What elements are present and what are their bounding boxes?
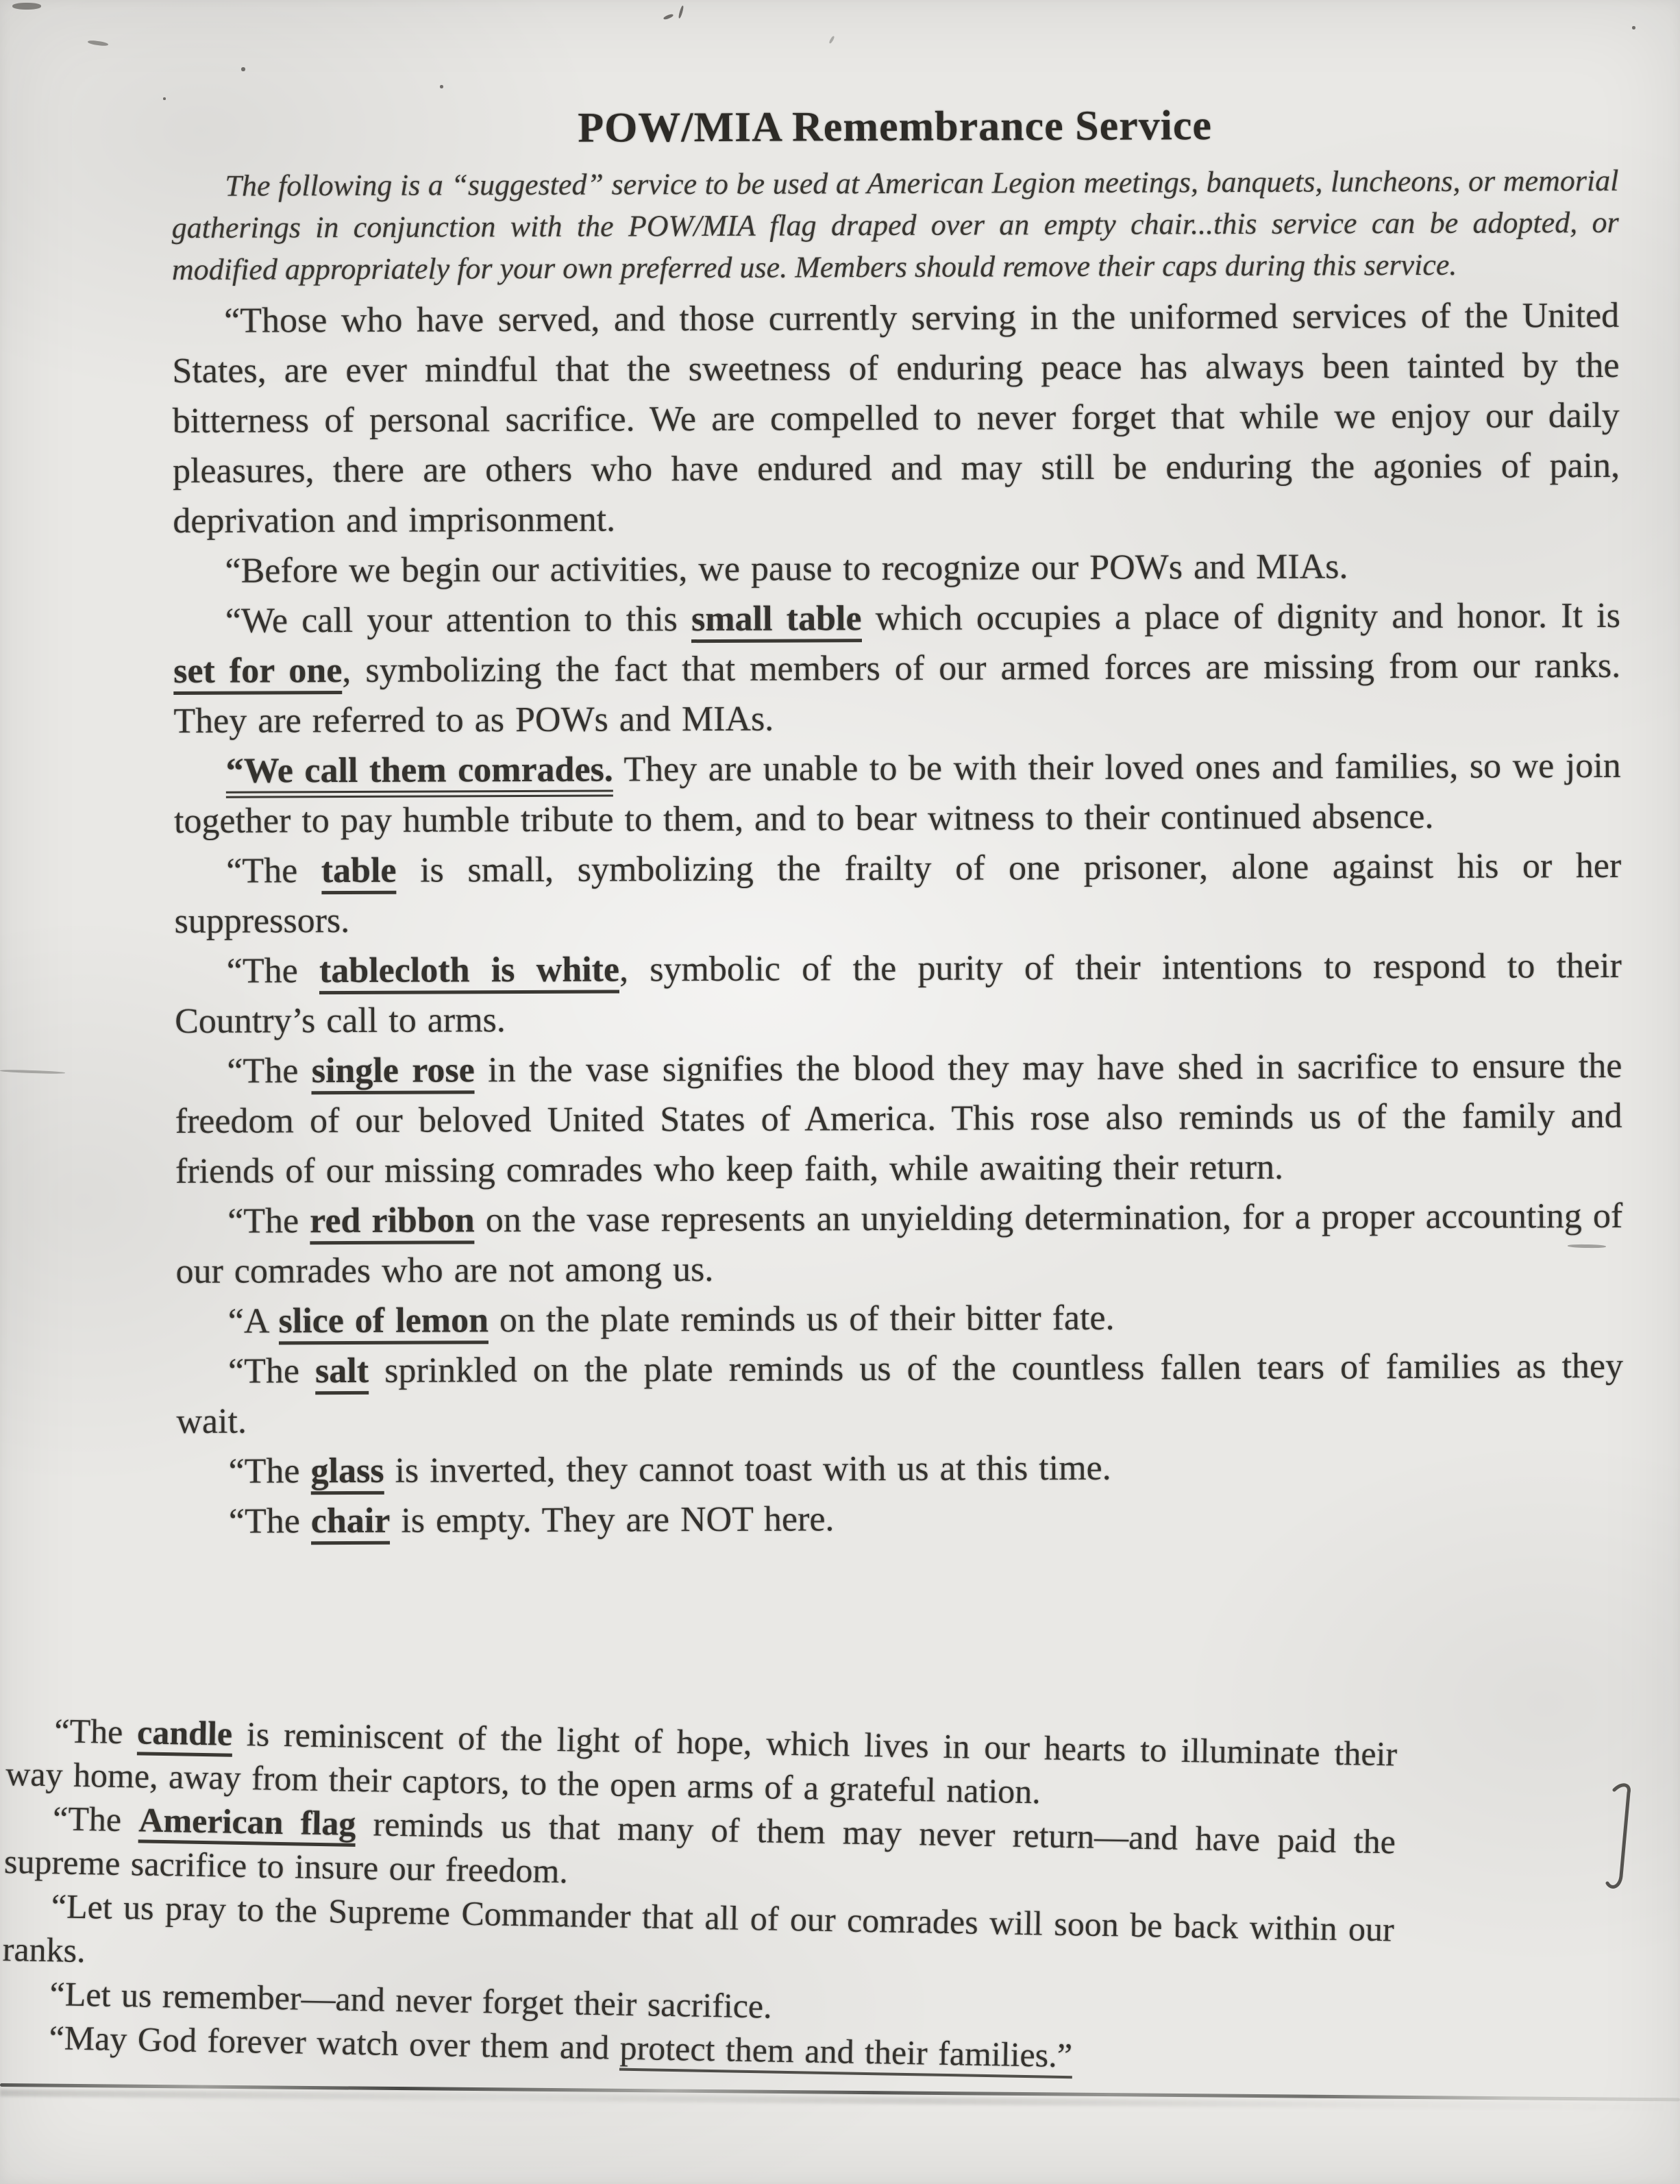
paragraph-text: “Let us remember—and never forget their sacrifice. <box>49 1974 773 2026</box>
paragraph-text: , symbolizing the fact that members of our armed forces are missing from our ranks. They are referred to as POWs and MIAs. <box>173 646 1621 741</box>
emphasized-phrase: tablecloth is white <box>319 950 619 994</box>
paragraph-text: “Those who have served, and those currently serving in the uniformed services of the United States, are ever mindful that the sweetness of enduring peace has always been tainted by the bitterness of personal sacrifice. We are compelled to never forget that while we enjoy our daily pleasures, there are others who have endured and may still be enduring the agonies of pain, deprivation and imprisonment. <box>172 295 1620 541</box>
paragraph-text: in the vase signifies the blood they may have shed in sacrifice to ensure the freedom of our beloved United States of America. This rose also reminds us of the family and friends of our missing comrades who keep faith, while awaiting their return. <box>175 1046 1622 1191</box>
paragraph <box>175 941 1622 1046</box>
paragraph-text: “The <box>52 1799 139 1839</box>
scan-edge-crease <box>0 1069 65 1074</box>
paragraph-text: on the plate reminds us of their bitter fate. <box>488 1298 1115 1340</box>
emphasized-phrase: slice of lemon <box>278 1301 489 1345</box>
paragraph <box>177 1491 1624 1547</box>
paragraph-text: “The <box>226 851 321 891</box>
paragraph-text: “A <box>227 1301 279 1341</box>
paragraph <box>173 591 1621 746</box>
paragraph-text: “The <box>227 1201 310 1241</box>
paragraph <box>177 1441 1624 1497</box>
paragraph <box>176 1341 1624 1447</box>
scan-speckle <box>241 67 245 71</box>
emphasized-phrase: small table <box>691 599 862 643</box>
emphasized-phrase: single rose <box>312 1051 475 1094</box>
paragraph-text: They are unable to be with their loved ones and families, so we join together to pay humble tribute to them, and to bear witness to their continued absence. <box>173 746 1621 841</box>
paragraph-text: “Before we begin our activities, we pause to recognize our POWs and MIAs. <box>225 547 1348 591</box>
emphasized-phrase: American flag <box>138 1800 356 1847</box>
paragraph <box>175 1191 1623 1297</box>
scan-speckle <box>828 36 835 44</box>
lower-text-block <box>1 1708 1398 2083</box>
scan-speckle <box>163 97 166 100</box>
paragraph <box>173 541 1620 596</box>
scan-speckle <box>12 3 41 10</box>
emphasized-phrase: table <box>321 851 397 894</box>
emphasized-phrase: red ribbon <box>310 1201 475 1244</box>
paragraph <box>175 1041 1622 1197</box>
upper-text-block <box>171 100 1624 1547</box>
scan-speckle <box>678 5 684 19</box>
paragraph-text: is inverted, they cannot toast with us at this time. <box>384 1448 1111 1490</box>
emphasized-phrase: protect them and their families.” <box>619 2028 1072 2079</box>
paragraph-text: “May God forever watch over them and <box>49 2018 621 2067</box>
paragraph-text: reminds us that many of them may never return—and have paid the supreme sacrifice to insure our freedom. <box>3 1804 1396 1891</box>
paragraph-text: is empty. They are NOT here. <box>390 1499 835 1541</box>
paragraph <box>174 841 1622 946</box>
lower-paragraphs <box>1 1708 1398 2083</box>
intro-paragraph: The following is a “suggested” service to be used at American Legion meetings, banquets, luncheons, or memorial gatherings in conjunction with the POW/MIA flag draped over an empty chair...this service can be adopted, or modified appropriately for your own preferred use. Members should remove their caps during this service. <box>171 163 1619 286</box>
paragraph-text: is small, symbolizing the frailty of one prisoner, alone against his or her suppressors. <box>174 846 1622 941</box>
paragraph-text: “The <box>53 1711 138 1752</box>
paragraph <box>176 1291 1623 1347</box>
paragraph <box>172 291 1620 546</box>
paragraph-text: “We call your attention to this <box>225 600 692 641</box>
paragraph-text: is reminiscent of the light of hope, which lives in our hearts to illuminate their way home, away from their captors, to the open arms of a grateful nation. <box>5 1714 1398 1811</box>
emphasized-phrase: candle <box>137 1713 233 1756</box>
emphasized-phrase: set for one <box>173 651 342 695</box>
scan-speckle <box>88 40 109 47</box>
emphasized-phrase: “We call them comrades. <box>226 750 613 798</box>
paragraph-text: “The <box>228 1451 311 1491</box>
paragraph-text: “Let us pray to the Supreme Commander that all of our comrades will soon be back within our ranks. <box>2 1887 1395 1970</box>
paragraph-text: “The <box>227 1051 312 1091</box>
paragraph-text: which occupies a place of dignity and honor. It is <box>861 596 1620 639</box>
paragraph-text: “The <box>227 1351 316 1391</box>
emphasized-phrase: glass <box>310 1451 384 1495</box>
paragraph-text: “The <box>228 1501 311 1541</box>
emphasized-phrase: chair <box>311 1501 391 1545</box>
page-title: POW/MIA Remembrance Service <box>578 102 1213 151</box>
paragraph-text: sprinkled on the plate reminds us of the countless fallen tears of families as they wait. <box>176 1346 1624 1441</box>
paragraph-text: on the vase represents an unyielding determination, for a proper accounting of our comrades who are not among us. <box>175 1196 1623 1291</box>
handwritten-margin-bracket-mark <box>1603 1780 1647 1907</box>
paragraph <box>174 741 1622 846</box>
scan-speckle <box>1632 26 1635 29</box>
scan-speckle <box>663 13 674 20</box>
emphasized-phrase: salt <box>315 1351 369 1395</box>
upper-paragraphs <box>172 291 1624 1547</box>
scan-speckle <box>440 85 443 88</box>
paragraph-text: “The <box>226 951 320 991</box>
paragraph-text: , symbolic of the purity of their intentions to respond to their Country’s call to arms. <box>175 946 1622 1041</box>
